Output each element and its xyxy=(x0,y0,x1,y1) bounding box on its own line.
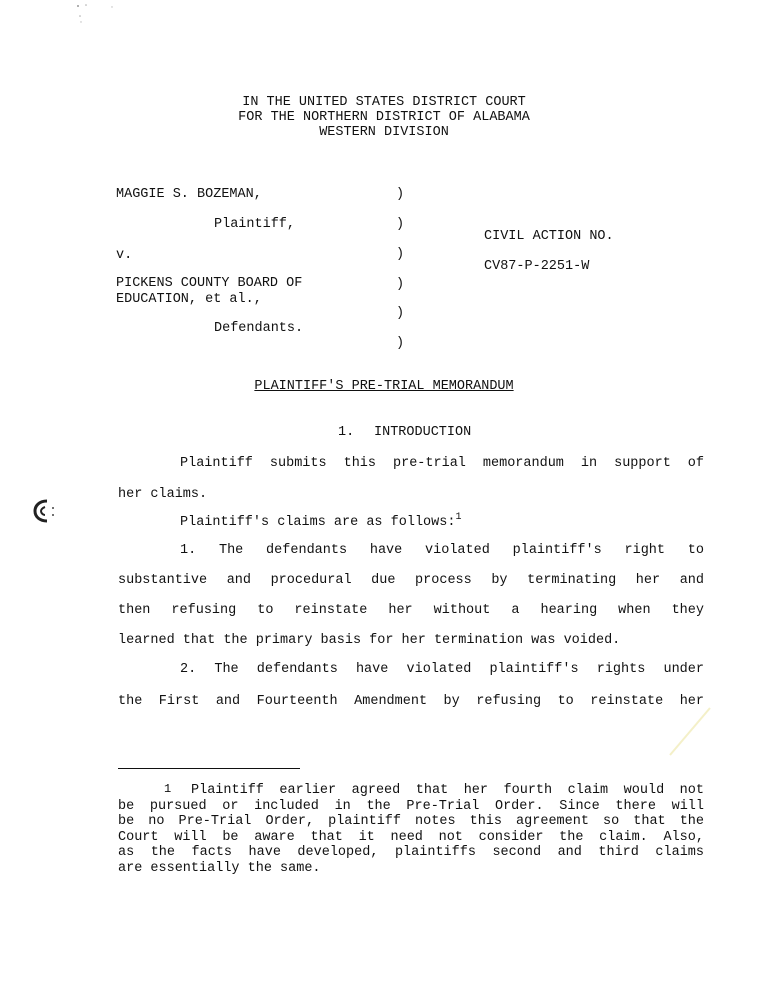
court-division: WESTERN DIVISION xyxy=(319,125,449,140)
footnote-line6: are essentially the same. xyxy=(118,861,321,876)
caption-bracket: ) xyxy=(396,277,405,292)
scan-specks xyxy=(72,2,122,26)
footnote-marker: 1 xyxy=(164,782,172,796)
plaintiff-name: MAGGIE S. BOZEMAN, xyxy=(116,187,262,202)
caption-bracket: ) xyxy=(396,336,405,351)
claim1-line2: substantive and procedural due process by terminating her and xyxy=(118,573,704,588)
claim2-line1: 2. The defendants have violated plaintiff's rights under xyxy=(180,662,704,677)
footnote-line3: be no Pre-Trial Order, plaintiff notes this agreement so that the xyxy=(118,814,704,829)
civil-action-number: CV87-P-2251-W xyxy=(484,259,590,274)
claims-intro: Plaintiff's claims are as follows:$^1$ xyxy=(180,512,462,530)
footnote-line5: as the facts have developed, plaintiffs second and third claims xyxy=(118,845,704,860)
footnote-line4: Court will be aware that it need not consider the claim. Also, xyxy=(118,830,704,845)
claim1-line3: then refusing to reinstate her without a hearing when they xyxy=(118,603,704,618)
plaintiff-role: Plaintiff, xyxy=(214,217,296,232)
section-title: INTRODUCTION xyxy=(374,425,472,440)
caption-bracket: ) xyxy=(396,217,405,232)
caption-bracket: ) xyxy=(396,187,405,202)
intro-paragraph-line1: Plaintiff submits this pre-trial memorandum in support of xyxy=(180,456,704,471)
claim1-line4: learned that the primary basis for her termination was voided. xyxy=(118,633,621,648)
versus: v. xyxy=(116,248,133,263)
caption-bracket: ) xyxy=(396,247,405,262)
defendant-name-line1: PICKENS COUNTY BOARD OF xyxy=(116,276,303,291)
defendant-name-line2: EDUCATION, et al., xyxy=(116,292,262,307)
punch-hole-mark xyxy=(31,498,57,524)
caption-bracket: ) xyxy=(396,306,405,321)
intro-paragraph-line2: her claims. xyxy=(118,487,208,502)
defendant-role: Defendants. xyxy=(214,321,304,336)
civil-action-label: CIVIL ACTION NO. xyxy=(484,229,614,244)
footnote-reference: 1 xyxy=(455,512,462,523)
footnote-separator xyxy=(118,768,300,769)
section-number: 1. xyxy=(338,425,355,440)
document-title: PLAINTIFF'S PRE-TRIAL MEMORANDUM xyxy=(254,379,514,394)
footnote-line1: Plaintiff earlier agreed that her fourth claim would not xyxy=(191,783,704,798)
court-district: FOR THE NORTHERN DISTRICT OF ALABAMA xyxy=(238,110,530,125)
claim1-line1: 1. The defendants have violated plaintiff's right to xyxy=(180,543,704,558)
court-name: IN THE UNITED STATES DISTRICT COURT xyxy=(242,95,526,110)
claim2-line2: the First and Fourteenth Amendment by refusing to reinstate her xyxy=(118,694,704,709)
footnote-line2: be pursued or included in the Pre-Trial Order. Since there will xyxy=(118,799,704,814)
